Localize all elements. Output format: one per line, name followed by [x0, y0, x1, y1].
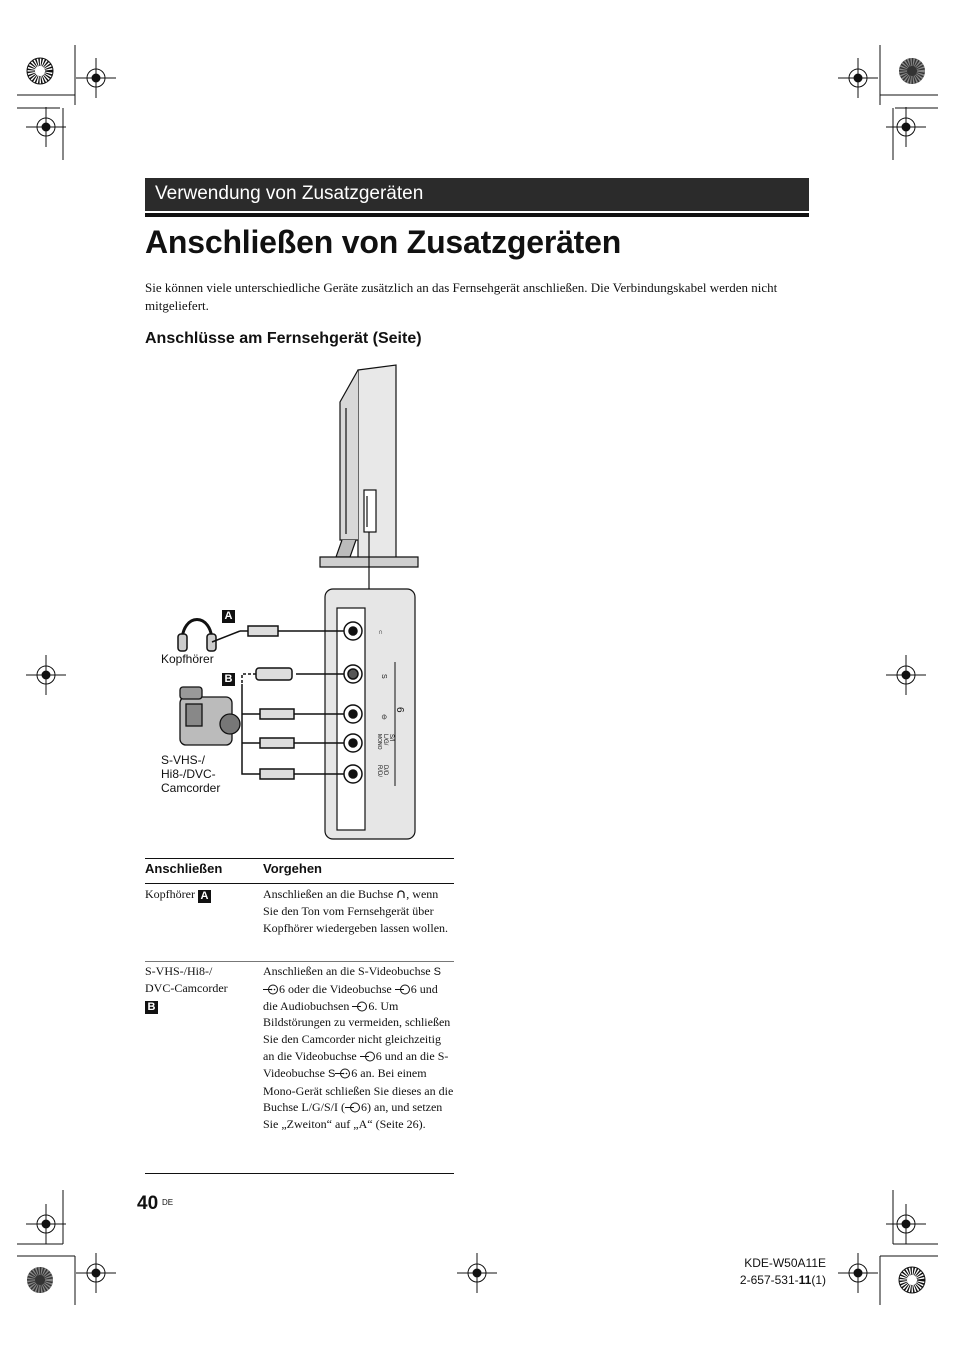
table-row1-procedure	[263, 886, 455, 936]
row2-text-5: 6 und an die S-Videobuchse	[263, 1048, 449, 1080]
table-row1-device	[145, 886, 211, 903]
video-jack-icon: ⊖	[380, 714, 387, 720]
row1-device-text: Kopfhörer	[145, 887, 195, 901]
camcorder-label-2: Hi8-/DVC-	[161, 767, 216, 781]
s-video-jack-icon-2	[335, 1068, 351, 1079]
row2-text-1: Anschließen an die S-Videobuchse	[263, 964, 431, 978]
model-number: KDE-W50A11E	[744, 1256, 826, 1270]
table-row2-device	[145, 963, 228, 1014]
port-text-lgsi: L/G/	[382, 734, 388, 746]
page-number: 40	[137, 1193, 159, 1214]
intro-paragraph: Sie können viele unterschiedliche Geräte zusätzlich an das Fernsehgerät anschließen. Die Verbindungskabel werden nicht mitgeliefert.	[145, 280, 778, 313]
table-rule-bottom	[145, 1173, 454, 1174]
page-title: Anschließen von Zusatzgeräten	[145, 224, 622, 260]
s-video-jack-icon	[263, 984, 279, 995]
camcorder-label-1: S-VHS-/	[161, 753, 206, 767]
port-text-si: S/I	[388, 734, 394, 742]
port-text-rdd: R/D/	[376, 765, 382, 777]
headphone-label: Kopfhörer	[161, 652, 214, 666]
subheading: Anschlüsse am Fernsehgerät (Seite)	[145, 330, 422, 347]
port-text-dd: D/D	[382, 765, 388, 776]
video-jack-icon-2	[360, 1051, 376, 1062]
table-rule-top	[145, 858, 454, 859]
row2-badge: B	[145, 1001, 158, 1014]
row1-text-2: , wenn Sie den Ton vom Fernsehgerät über Kopfhörer wiedergeben lassen wollen.	[263, 887, 449, 935]
row2-text-3: 6 und die Audiobuchsen	[263, 981, 438, 1013]
headphones-icon	[178, 620, 240, 652]
s-prefix-1: S	[433, 966, 441, 978]
figure-label-b: B	[222, 673, 235, 686]
row2-text-7: 6) an, und setzen Sie „Zweiton“ auf „A“ (Seite 26).	[263, 1100, 443, 1132]
part-number-b: 11	[798, 1273, 812, 1287]
camcorder-label-3: Camcorder	[161, 781, 221, 795]
headphone-icon	[396, 889, 406, 900]
port-text-s: S	[380, 674, 387, 679]
row2-device-line1: S-VHS-/Hi8-/	[145, 964, 213, 978]
section-header-bar	[145, 178, 809, 211]
table-rule-header	[145, 883, 454, 884]
audio-jack-icon-2	[345, 1102, 361, 1113]
row2-text-2: 6 oder die Videobuchse	[279, 981, 392, 996]
section-rule	[145, 213, 809, 217]
table-header-connect: Anschließen	[145, 861, 223, 876]
row2-device-line2: DVC-Camcorder	[145, 980, 228, 995]
port-text-mono: MONO	[376, 734, 382, 750]
audio-jack-icon	[352, 1001, 368, 1012]
part-number-a: 2-657-531-	[739, 1273, 799, 1287]
part-number-c: (1)	[811, 1273, 826, 1287]
video-jack-icon	[395, 984, 411, 995]
s-prefix-2: S	[327, 1067, 336, 1080]
headphone-jack-icon: ∩	[378, 629, 384, 636]
row2-text-6: 6 an. Bei einem Mono-Gerät schließen Sie dieses an die Buchse L/G/S/I (	[263, 1065, 454, 1115]
table-header-procedure: Vorgehen	[263, 861, 322, 876]
page-language: DE	[162, 1198, 174, 1207]
row1-badge: A	[198, 890, 211, 903]
part-number	[740, 1273, 826, 1287]
camcorder-icon	[180, 687, 240, 745]
table-row2-procedure	[263, 963, 455, 1133]
row1-text-1: Anschließen an die Buchse	[263, 887, 394, 901]
table-rule-row	[145, 961, 454, 962]
row2-text-4: 6. Um Bildstörungen zu vermeiden, schließen Sie den Camcorder nicht gleichzeitig an die Videobuchse	[263, 998, 451, 1063]
port-number: 6	[394, 707, 405, 713]
section-header-text: Verwendung von Zusatzgeräten	[155, 183, 424, 204]
figure-label-a: A	[222, 610, 235, 623]
